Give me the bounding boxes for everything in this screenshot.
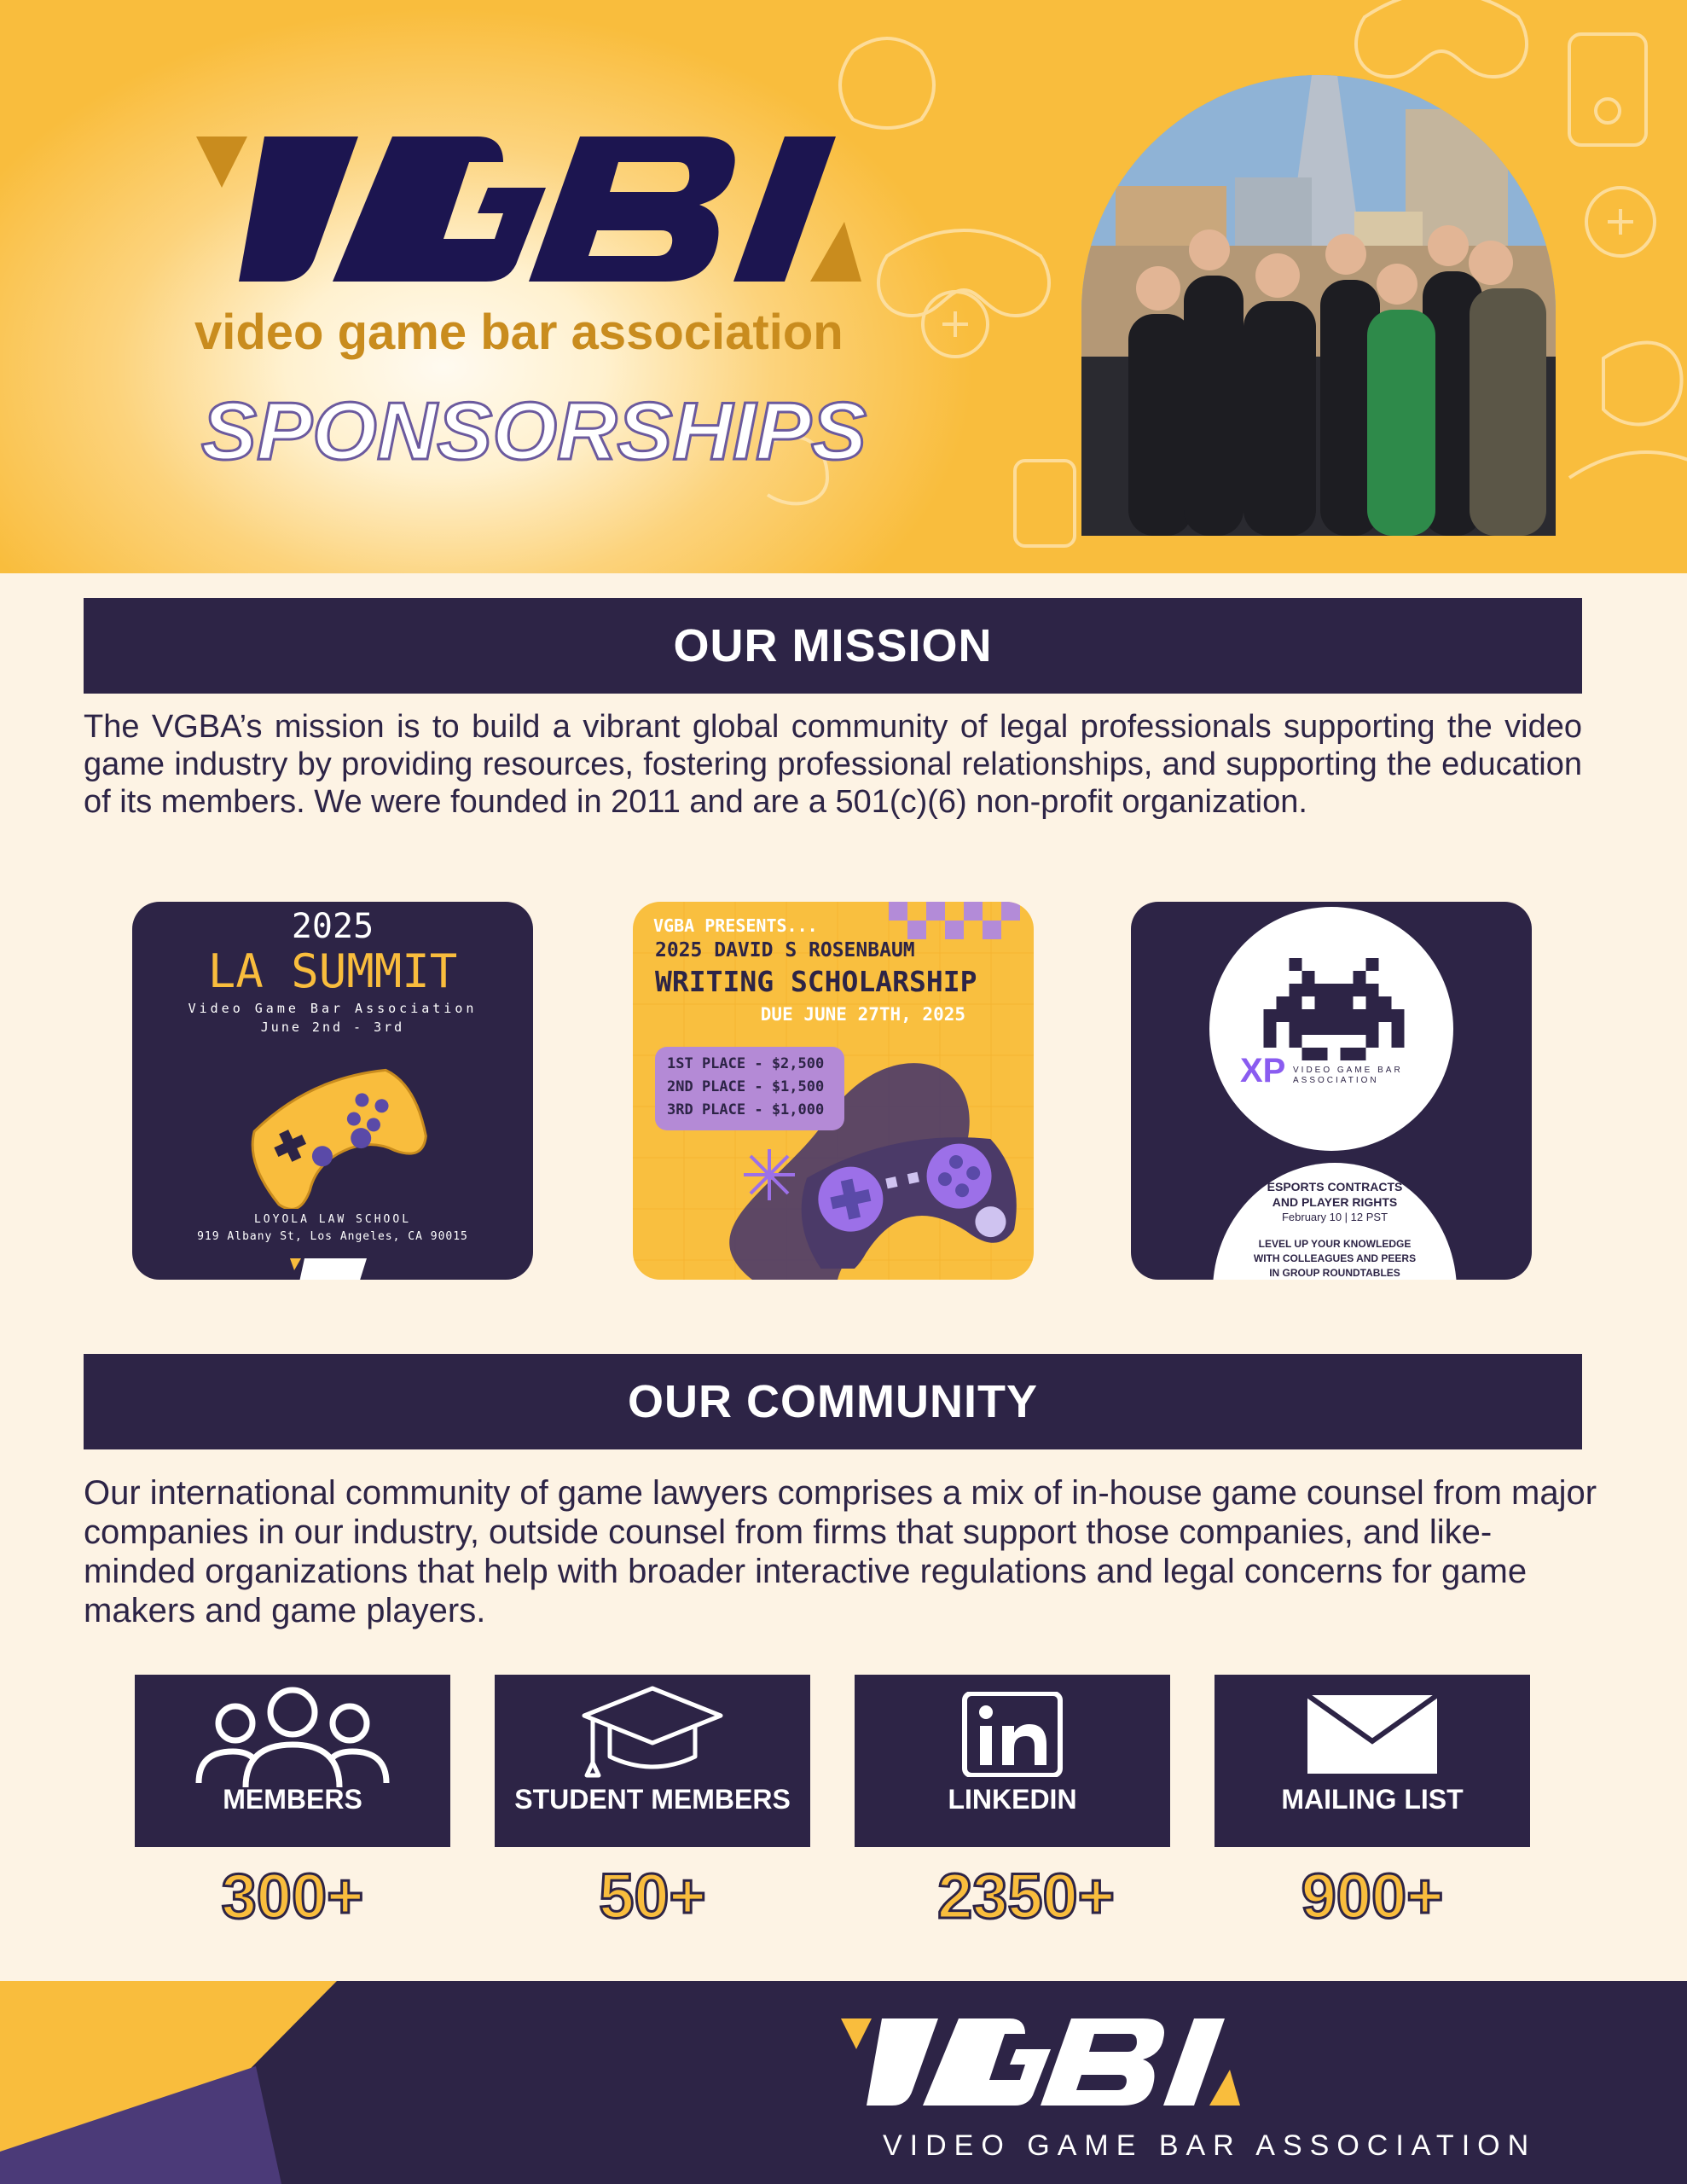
vgba-logo-icon xyxy=(836,2007,1245,2117)
stat-value-mailing-list: 900+ xyxy=(1301,1861,1444,1931)
stat-label: MAILING LIST xyxy=(1281,1784,1464,1815)
xp-cta-2: WITH COLLEAGUES AND PEERS xyxy=(1253,1252,1417,1264)
group-photo xyxy=(1081,75,1556,536)
gamepad-icon xyxy=(235,1047,431,1209)
summit-title: LA SUMMIT xyxy=(207,944,458,998)
xp-sub-2: ASSOCIATION xyxy=(1293,1076,1379,1085)
xp-label: XP xyxy=(1240,1052,1286,1089)
summit-year: 2025 xyxy=(291,907,374,946)
prize-first: 1ST PLACE - $2,500 xyxy=(667,1055,825,1072)
linkedin-icon xyxy=(961,1692,1064,1777)
stat-mailing-list xyxy=(1215,1675,1530,1847)
xp-sub-1: VIDEO GAME BAR xyxy=(1293,1066,1403,1075)
stat-members xyxy=(135,1675,450,1847)
stat-label: MEMBERS xyxy=(223,1784,362,1815)
stat-label: STUDENT MEMBERS xyxy=(514,1784,791,1815)
space-invader-icon xyxy=(1259,958,1409,1060)
scholarship-due: DUE JUNE 27TH, 2025 xyxy=(760,1004,965,1025)
community-heading: OUR COMMUNITY xyxy=(84,1354,1582,1449)
xp-badge xyxy=(1209,907,1453,1151)
xp-date: February 10 | 12 PST xyxy=(1281,1211,1388,1223)
xp-cta-1: LEVEL UP YOUR KNOWLEDGE xyxy=(1258,1238,1412,1250)
prize-second: 2ND PLACE - $1,500 xyxy=(667,1078,825,1095)
envelope-icon xyxy=(1304,1692,1441,1777)
scholarship-card[interactable] xyxy=(633,902,1034,1280)
logo-tagline: video game bar association xyxy=(194,305,844,360)
mission-text: The VGBA’s mission is to build a vibrant global community of legal professionals supporting the video game industry by providing resources, fostering professional relationships, and supporting the education of its members. We were founded in 2011 and are a 501(c)(6) non-profit organization. xyxy=(84,709,1582,820)
summit-org: Video Game Bar Association xyxy=(188,1001,478,1016)
scholarship-name: 2025 DAVID S ROSENBAUM xyxy=(655,939,915,961)
xp-card[interactable] xyxy=(1131,902,1532,1280)
photo-scene xyxy=(1081,75,1556,536)
summit-address: 919 Albany St, Los Angeles, CA 90015 xyxy=(197,1230,468,1243)
people-icon xyxy=(194,1685,391,1787)
xp-event-circle xyxy=(1213,1163,1457,1280)
scholarship-presents: VGBA PRESENTS... xyxy=(653,915,818,936)
xp-topic-2: AND PLAYER RIGHTS xyxy=(1272,1195,1398,1209)
vgba-logo-icon xyxy=(188,119,870,299)
vgba-logo-icon xyxy=(286,1252,380,1280)
xp-cta-3: IN GROUP ROUNDTABLES xyxy=(1269,1267,1400,1279)
graduation-cap-icon xyxy=(580,1682,725,1784)
stat-linkedin xyxy=(855,1675,1170,1847)
header-banner xyxy=(0,0,1687,573)
stat-value-members: 300+ xyxy=(221,1861,364,1931)
community-text: Our international community of game lawyers comprises a mix of in-house game counsel from major companies in our industry, outside counsel from firms that support those companies, and like-minded organizations that help with broader interactive regulations and legal concerns for game makers and game players. xyxy=(84,1474,1597,1629)
scholarship-title: WRITING SCHOLARSHIP xyxy=(655,965,977,998)
prize-third: 3RD PLACE - $1,000 xyxy=(667,1101,825,1118)
xp-topic-1: ESPORTS CONTRACTS xyxy=(1267,1180,1403,1194)
footer-corner-shape xyxy=(0,1981,597,2184)
stat-value-student-members: 50+ xyxy=(599,1861,706,1931)
footer-tagline: VIDEO GAME BAR ASSOCIATION xyxy=(883,2129,1537,2162)
stat-label: LINKEDIN xyxy=(948,1784,1077,1815)
summit-venue: LOYOLA LAW SCHOOL xyxy=(253,1213,412,1226)
gamepad-icon xyxy=(786,1115,1025,1269)
summit-card[interactable] xyxy=(132,902,533,1280)
page-title xyxy=(194,384,877,478)
stat-student-members xyxy=(495,1675,810,1847)
sparkle-icon xyxy=(744,1149,795,1200)
sponsorships-title-text: SPONSORSHIPS xyxy=(201,386,867,477)
summit-dates: June 2nd - 3rd xyxy=(260,1019,405,1035)
mission-heading: OUR MISSION xyxy=(84,598,1582,694)
stat-value-linkedin: 2350+ xyxy=(937,1861,1115,1931)
